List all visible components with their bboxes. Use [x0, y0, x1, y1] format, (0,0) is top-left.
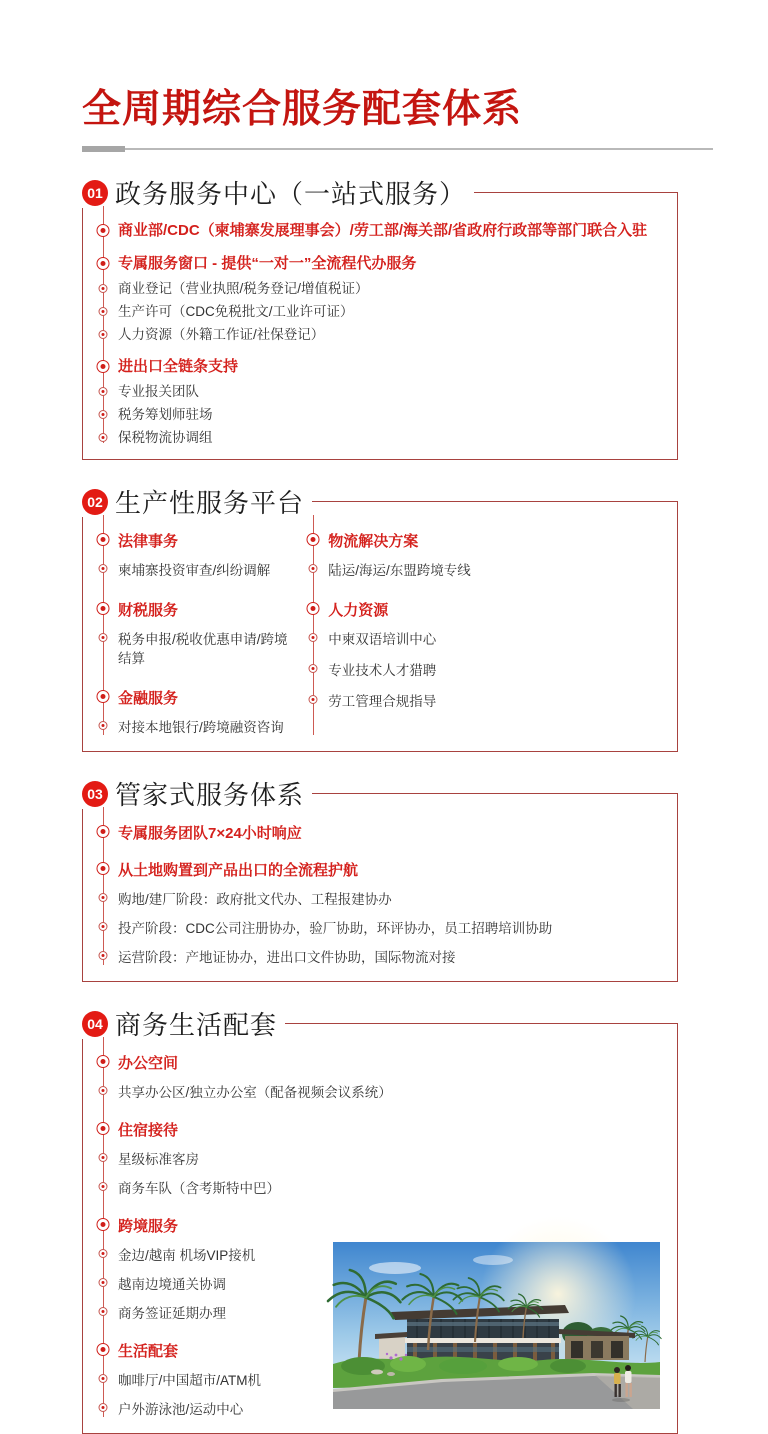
bullet-dot — [102, 1377, 105, 1380]
item-text: 从土地购置到产品出口的全流程护航 — [118, 861, 359, 879]
item-text: 咖啡厅/中国超市/ATM机 — [118, 1372, 261, 1388]
section-productive-service-platform — [82, 487, 678, 752]
section-number-badge: 03 — [82, 781, 108, 807]
ring-dot-bullet-icon — [97, 1218, 110, 1231]
ring-dot-bullet-icon — [99, 410, 108, 419]
list-item-sub — [83, 277, 667, 300]
bullet-dot — [311, 537, 316, 542]
list-item-sub — [83, 915, 667, 942]
item-text: 财税服务 — [118, 601, 179, 619]
bullet-dot — [102, 436, 105, 439]
heading-rule-line — [312, 501, 678, 502]
ring-dot-bullet-icon — [97, 257, 110, 270]
item-text: 运营阶段：产地证协办，进出口文件协助，国际物流对接 — [118, 949, 456, 965]
bullet-dot — [101, 1059, 106, 1064]
bullet-dot — [101, 1222, 106, 1227]
bullet-dot — [102, 1252, 105, 1255]
item-text: 税务申报/税收优惠申请/跨境结算 — [118, 631, 288, 666]
ring-dot-bullet-icon — [97, 825, 110, 838]
section-box — [82, 809, 678, 982]
ring-dot-bullet-icon — [97, 224, 110, 237]
item-text: 对接本地银行/跨境融资咨询 — [118, 719, 284, 735]
section-heading — [82, 178, 678, 208]
item-text: 保税物流协调组 — [118, 429, 213, 445]
item-text: 跨境服务 — [118, 1217, 179, 1235]
list-item-sub — [83, 1079, 667, 1106]
item-text: 商业部/CDC（柬埔寨发展理事会）/劳工部/海关部/省政府行政部等部门联合入驻 — [118, 221, 648, 239]
ring-dot-bullet-icon — [99, 1153, 108, 1162]
list-item-lead — [83, 1049, 667, 1078]
item-text: 星级标准客房 — [118, 1151, 199, 1167]
item-text: 专属服务团队7×24小时响应 — [118, 824, 302, 842]
item-text: 办公空间 — [118, 1054, 179, 1072]
list-item-sub — [83, 714, 293, 741]
bullet-dot — [102, 896, 105, 899]
ring-dot-bullet-icon — [99, 1182, 108, 1191]
ring-dot-bullet-icon — [99, 951, 108, 960]
ring-dot-bullet-icon — [309, 564, 318, 573]
section-heading — [82, 1009, 678, 1039]
bullet-dot — [102, 1185, 105, 1188]
ring-dot-bullet-icon — [97, 1343, 110, 1356]
bullet-dot — [101, 537, 106, 542]
campus-building-rendering-image — [333, 1242, 660, 1409]
bullet-dot — [101, 866, 106, 871]
list-item-lead — [293, 527, 667, 556]
ring-dot-bullet-icon — [99, 1278, 108, 1287]
list-item-lead — [83, 596, 293, 625]
section-number-badge: 02 — [82, 489, 108, 515]
bullet-dot — [102, 1281, 105, 1284]
bullet-dot — [102, 333, 105, 336]
ring-dot-bullet-icon — [99, 922, 108, 931]
list-item-lead — [83, 1116, 667, 1145]
ring-dot-bullet-icon — [307, 533, 320, 546]
bullet-dot — [101, 694, 106, 699]
bullet-dot — [102, 390, 105, 393]
ring-dot-bullet-icon — [99, 633, 108, 642]
ring-dot-bullet-icon — [99, 307, 108, 316]
list-item-sub — [83, 426, 667, 449]
item-text: 商业登记（营业执照/税务登记/增值税证） — [118, 280, 369, 296]
item-text: 商务车队（含考斯特中巴） — [118, 1180, 280, 1196]
divider-accent — [82, 146, 125, 152]
ring-dot-bullet-icon — [97, 862, 110, 875]
ring-dot-bullet-icon — [309, 664, 318, 673]
list-item-sub — [83, 557, 293, 584]
heading-rule-line — [312, 793, 678, 794]
list-item-lead — [83, 218, 667, 243]
item-text: 人力资源（外籍工作证/社保登记） — [118, 326, 325, 342]
item-text: 金融服务 — [118, 689, 179, 707]
item-list — [83, 817, 667, 971]
bullet-dot — [102, 310, 105, 313]
bullet-dot — [102, 1406, 105, 1409]
item-text: 柬埔寨投资审查/纠纷调解 — [118, 562, 271, 578]
ring-dot-bullet-icon — [97, 690, 110, 703]
bullet-dot — [101, 228, 106, 233]
list-item-sub — [83, 1175, 667, 1202]
bullet-dot — [102, 925, 105, 928]
list-item-lead — [83, 819, 667, 848]
item-text: 专属服务窗口 - 提供“一对一”全流程代办服务 — [118, 254, 417, 272]
ring-dot-bullet-icon — [99, 1249, 108, 1258]
bullet-dot — [102, 1310, 105, 1313]
bullet-dot — [102, 636, 105, 639]
heading-rule-line — [474, 192, 678, 193]
list-item-lead — [83, 251, 667, 276]
ring-dot-bullet-icon — [99, 284, 108, 293]
bullet-dot — [101, 364, 106, 369]
item-text: 专业技术人才猎聘 — [328, 662, 437, 678]
section-government-service-center — [82, 178, 678, 460]
item-text: 住宿接待 — [118, 1121, 179, 1139]
box-border-connector — [677, 794, 678, 810]
item-text: 法律事务 — [118, 532, 179, 550]
section-title: 管家式服务体系 — [115, 780, 305, 811]
bullet-dot — [311, 606, 316, 611]
item-text: 人力资源 — [328, 601, 389, 619]
ring-dot-bullet-icon — [97, 1122, 110, 1135]
item-text: 进出口全链条支持 — [118, 357, 239, 375]
bullet-dot — [102, 724, 105, 727]
ring-dot-bullet-icon — [99, 893, 108, 902]
item-text: 金边/越南 机场VIP接机 — [118, 1247, 256, 1263]
two-column-layout — [83, 525, 667, 741]
section-butler-service-system — [82, 779, 678, 982]
list-item-lead — [83, 856, 667, 885]
ring-dot-bullet-icon — [307, 602, 320, 615]
title-divider — [82, 146, 713, 152]
list-item-sub — [83, 626, 293, 672]
section-heading — [82, 487, 678, 517]
item-text: 户外游泳池/运动中心 — [118, 1401, 244, 1417]
item-text: 共享办公区/独立办公室（配备视频会议系统） — [118, 1084, 392, 1100]
list-item-sub — [293, 626, 667, 653]
bullet-dot — [101, 829, 106, 834]
bullet-dot — [312, 698, 315, 701]
item-text: 越南边境通关协调 — [118, 1276, 226, 1292]
bullet-dot — [101, 261, 106, 266]
ring-dot-bullet-icon — [99, 1307, 108, 1316]
item-text: 投产阶段：CDC公司注册协办，验厂协助，环评协办，员工招聘培训协助 — [118, 920, 553, 936]
item-list-left — [83, 525, 293, 741]
item-text: 陆运/海运/东盟跨境专线 — [328, 562, 471, 578]
section-title: 政务服务中心（一站式服务） — [115, 179, 467, 210]
item-text: 专业报关团队 — [118, 383, 199, 399]
section-number-badge: 04 — [82, 1011, 108, 1037]
ring-dot-bullet-icon — [99, 1403, 108, 1412]
bullet-dot — [102, 1089, 105, 1092]
box-border-connector — [677, 502, 678, 518]
section-title: 生产性服务平台 — [115, 488, 305, 519]
ring-dot-bullet-icon — [99, 1086, 108, 1095]
list-item-sub — [83, 300, 667, 323]
bullet-dot — [312, 667, 315, 670]
list-item-sub — [83, 403, 667, 426]
ring-dot-bullet-icon — [99, 433, 108, 442]
list-item-sub — [293, 688, 667, 715]
item-list — [83, 216, 667, 449]
list-item-sub — [83, 380, 667, 403]
ring-dot-bullet-icon — [97, 533, 110, 546]
bullet-dot — [312, 567, 315, 570]
section-title: 商务生活配套 — [115, 1010, 278, 1041]
list-item-sub — [293, 557, 667, 584]
heading-rule-line — [285, 1023, 678, 1024]
item-text: 税务筹划师驻场 — [118, 406, 213, 422]
ring-dot-bullet-icon — [309, 633, 318, 642]
list-item-lead — [83, 527, 293, 556]
item-text: 物流解决方案 — [328, 532, 419, 550]
bullet-dot — [101, 1347, 106, 1352]
bullet-dot — [101, 606, 106, 611]
section-heading — [82, 779, 678, 809]
bullet-dot — [101, 1126, 106, 1131]
list-item-lead — [293, 596, 667, 625]
ring-dot-bullet-icon — [99, 564, 108, 573]
bullet-dot — [102, 1156, 105, 1159]
bullet-dot — [102, 954, 105, 957]
list-item-sub — [83, 323, 667, 346]
page-title: 全周期综合服务配套体系 — [82, 88, 523, 131]
ring-dot-bullet-icon — [99, 721, 108, 730]
section-box — [82, 517, 678, 752]
section-number-badge: 01 — [82, 180, 108, 206]
item-text: 购地/建厂阶段：政府批文代办、工程报建协办 — [118, 891, 392, 907]
box-border-connector — [677, 193, 678, 209]
item-text: 生活配套 — [118, 1342, 179, 1360]
ring-dot-bullet-icon — [99, 330, 108, 339]
section-box — [82, 208, 678, 460]
bullet-dot — [102, 287, 105, 290]
item-list-right — [293, 525, 667, 741]
ring-dot-bullet-icon — [309, 695, 318, 704]
box-border-connector — [677, 1024, 678, 1040]
ring-dot-bullet-icon — [99, 387, 108, 396]
ring-dot-bullet-icon — [97, 360, 110, 373]
item-text: 中柬双语培训中心 — [328, 631, 437, 647]
section-business-life-facilities — [82, 1009, 678, 1434]
item-text: 生产许可（CDC免税批文/工业许可证） — [118, 303, 354, 319]
list-item-sub — [83, 886, 667, 913]
ring-dot-bullet-icon — [97, 602, 110, 615]
ring-dot-bullet-icon — [97, 1055, 110, 1068]
list-item-sub — [83, 944, 667, 971]
list-item-lead — [83, 354, 667, 379]
list-item-lead — [83, 684, 293, 713]
list-item-sub — [293, 657, 667, 684]
bullet-dot — [102, 567, 105, 570]
ring-dot-bullet-icon — [99, 1374, 108, 1383]
section-box — [82, 1039, 678, 1434]
divider-line — [82, 148, 713, 150]
list-item-sub — [83, 1146, 667, 1173]
item-text: 劳工管理合规指导 — [328, 693, 437, 709]
bullet-dot — [102, 413, 105, 416]
bullet-dot — [312, 636, 315, 639]
item-text: 商务签证延期办理 — [118, 1305, 226, 1321]
